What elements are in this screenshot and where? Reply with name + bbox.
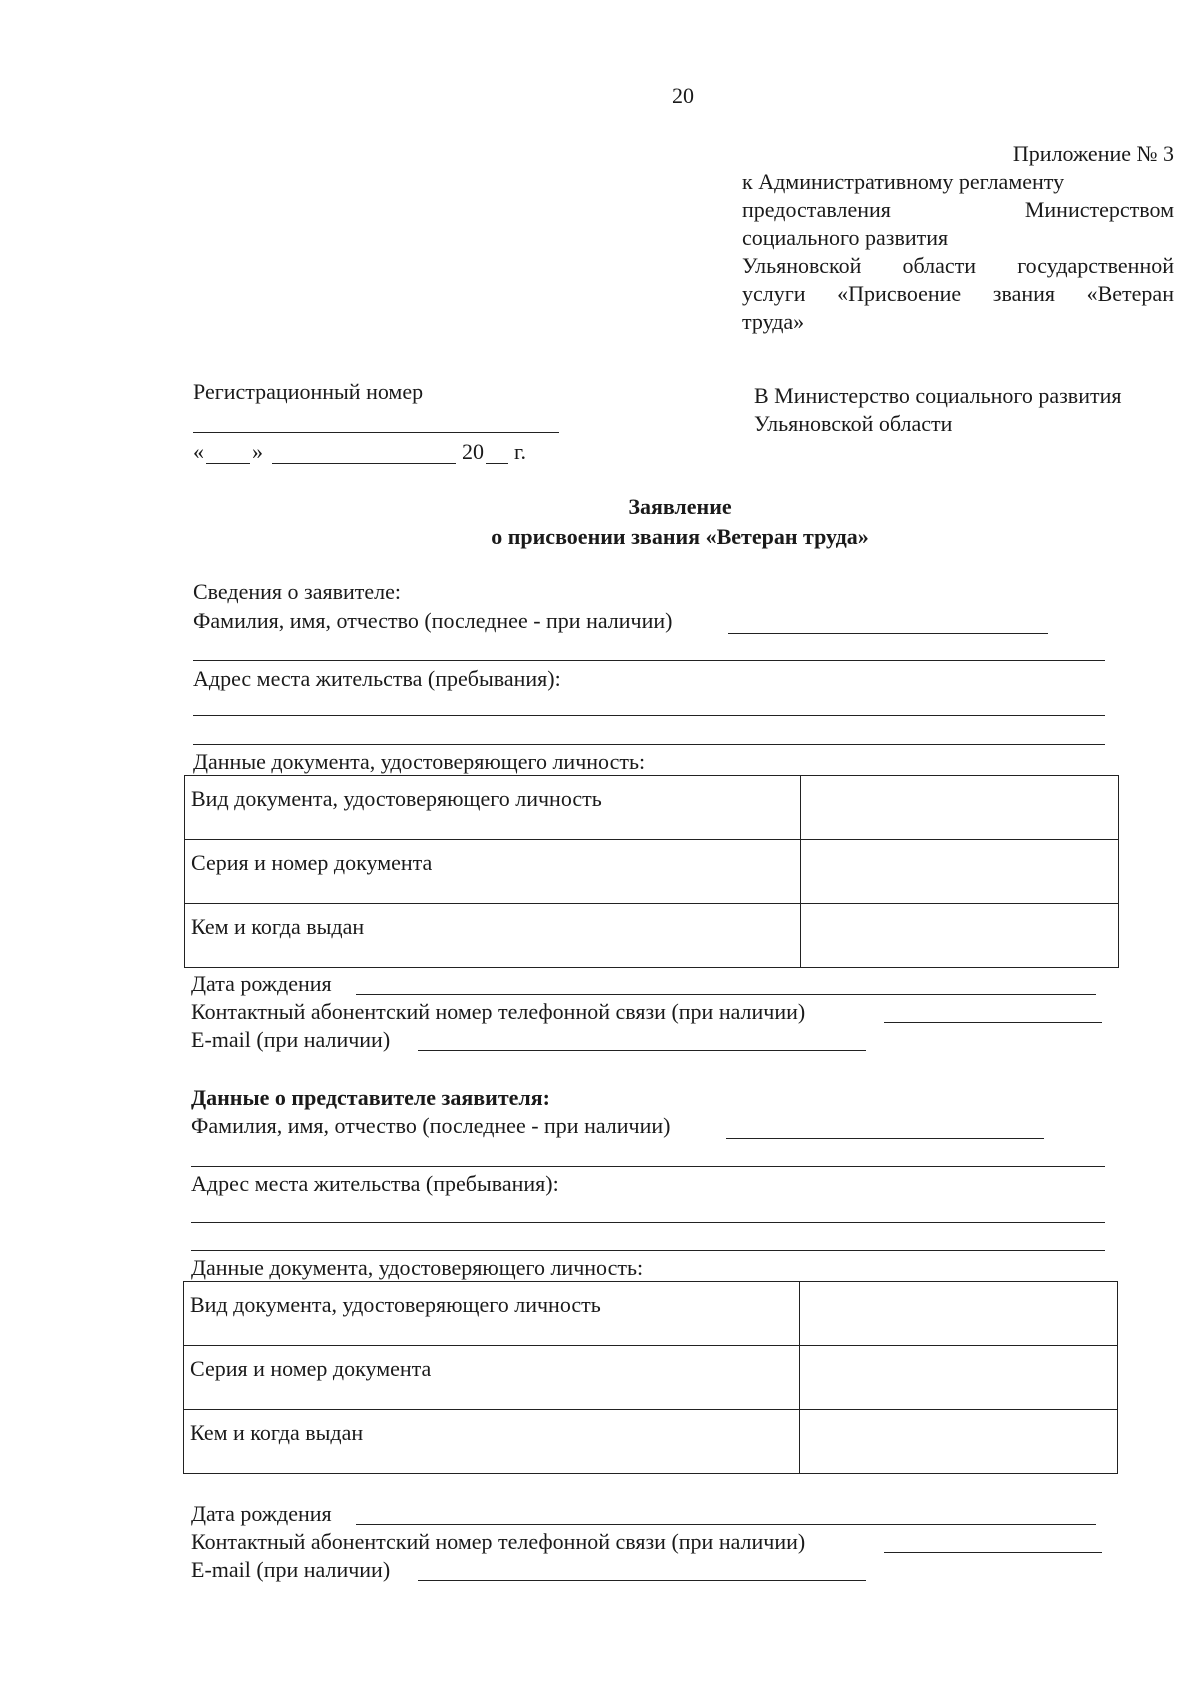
page-number: 20 — [672, 83, 694, 108]
applicant-phone-field[interactable] — [884, 1022, 1102, 1023]
applicant-birth-label: Дата рождения — [191, 971, 332, 996]
representative-address-label: Адрес места жительства (пребывания): — [191, 1171, 559, 1196]
table-row — [185, 904, 1119, 968]
representative-fio-field-continued[interactable] — [191, 1166, 1105, 1167]
applicant-address-field-continued[interactable] — [193, 744, 1105, 745]
applicant-id-table — [184, 775, 1119, 968]
appendix-word: звания — [992, 281, 1055, 306]
appendix-word: области — [902, 253, 977, 278]
applicant-phone-label: Контактный абонентский номер телефонной связи (при наличии) — [191, 999, 806, 1024]
registration-date-close: » — [252, 439, 263, 464]
representative-birth-field[interactable] — [356, 1524, 1096, 1525]
appendix-line — [742, 280, 1174, 308]
applicant-fio-field-continued[interactable] — [193, 660, 1105, 661]
representative-address-field[interactable] — [191, 1222, 1105, 1223]
registration-number-field[interactable] — [193, 432, 559, 433]
appendix-word: Ульяновской — [742, 253, 862, 278]
appendix-line — [742, 196, 1174, 224]
table-row — [184, 1346, 1118, 1410]
representative-phone-field[interactable] — [884, 1552, 1102, 1553]
id-doc-issued-label: Кем и когда выдан — [191, 914, 365, 939]
representative-address-field-continued[interactable] — [191, 1250, 1105, 1251]
table-cell-label — [185, 776, 801, 840]
appendix-number: Приложение № 3 — [1012, 141, 1174, 166]
id-doc-type-field[interactable] — [800, 1282, 1118, 1346]
table-row — [185, 840, 1119, 904]
id-doc-issued-label: Кем и когда выдан — [190, 1420, 364, 1445]
appendix-line: социального развития — [742, 225, 949, 250]
appendix-line: к Административному регламенту — [742, 169, 1065, 194]
appendix-word: услуги — [742, 281, 806, 306]
appendix-word: «Ветеран — [1086, 281, 1174, 306]
applicant-email-field[interactable] — [418, 1050, 866, 1051]
appendix-word: «Присвоение — [837, 281, 962, 306]
registration-label: Регистрационный номер — [193, 379, 424, 404]
registration-date-open: « — [193, 439, 204, 464]
representative-birth-label: Дата рождения — [191, 1501, 332, 1526]
table-cell-label — [184, 1410, 800, 1474]
applicant-address-field[interactable] — [193, 715, 1105, 716]
document-subtitle: о присвоении звания «Ветеран труда» — [491, 524, 869, 549]
applicant-section-label: Сведения о заявителе: — [193, 579, 402, 604]
appendix-word: Министерством — [1024, 197, 1174, 222]
applicant-fio-label: Фамилия, имя, отчество (последнее - при наличии) — [193, 608, 673, 633]
id-doc-type-label: Вид документа, удостоверяющего личность — [191, 786, 602, 811]
applicant-birth-field[interactable] — [356, 994, 1096, 995]
table-cell-label — [184, 1346, 800, 1410]
table-row — [185, 776, 1119, 840]
representative-phone-label: Контактный абонентский номер телефонной связи (при наличии) — [191, 1529, 806, 1554]
id-doc-type-field[interactable] — [801, 776, 1119, 840]
applicant-fio-field[interactable] — [728, 633, 1048, 634]
applicant-email-label: E-mail (при наличии) — [191, 1027, 391, 1052]
representative-id-table — [183, 1281, 1118, 1474]
id-doc-number-field[interactable] — [801, 840, 1119, 904]
representative-fio-field[interactable] — [726, 1138, 1044, 1139]
id-doc-type-label: Вид документа, удостоверяющего личность — [190, 1292, 601, 1317]
id-doc-number-field[interactable] — [800, 1346, 1118, 1410]
registration-month-field[interactable] — [272, 463, 456, 464]
registration-day-field[interactable] — [206, 463, 250, 464]
registration-year-suffix: г. — [514, 439, 527, 464]
recipient-line: Ульяновской области — [754, 411, 953, 436]
appendix-line: труда» — [742, 309, 805, 334]
table-cell-label — [185, 904, 801, 968]
id-doc-number-label: Серия и номер документа — [191, 850, 433, 875]
id-doc-number-label: Серия и номер документа — [190, 1356, 432, 1381]
representative-section-label: Данные о представителе заявителя: — [191, 1085, 550, 1110]
representative-fio-label: Фамилия, имя, отчество (последнее - при наличии) — [191, 1113, 671, 1138]
registration-year-field[interactable] — [486, 463, 508, 464]
table-cell-label — [185, 840, 801, 904]
appendix-word: государственной — [1017, 253, 1174, 278]
appendix-line — [742, 252, 1174, 280]
representative-email-field[interactable] — [418, 1580, 866, 1581]
applicant-id-doc-label: Данные документа, удостоверяющего личность: — [193, 749, 646, 774]
id-doc-issued-field[interactable] — [801, 904, 1119, 968]
document-title: Заявление — [628, 494, 732, 519]
appendix-block — [742, 140, 1174, 336]
id-doc-issued-field[interactable] — [800, 1410, 1118, 1474]
table-row — [184, 1282, 1118, 1346]
applicant-address-label: Адрес места жительства (пребывания): — [193, 666, 561, 691]
table-cell-label — [184, 1282, 800, 1346]
table-row — [184, 1410, 1118, 1474]
appendix-word: предоставления — [742, 197, 891, 222]
representative-email-label: E-mail (при наличии) — [191, 1557, 391, 1582]
representative-id-doc-label: Данные документа, удостоверяющего личность: — [191, 1255, 644, 1280]
registration-year-prefix: 20 — [462, 439, 484, 464]
recipient-line: В Министерство социального развития — [754, 383, 1122, 408]
